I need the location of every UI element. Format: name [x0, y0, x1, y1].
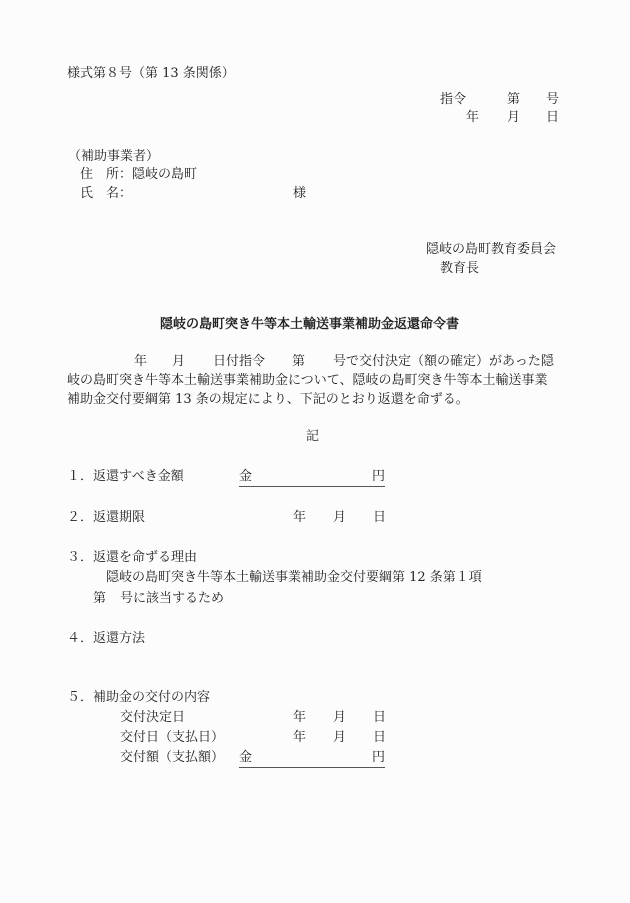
- item1-yen: 円: [371, 469, 385, 484]
- item5-row1-label: 交付決定日: [120, 710, 186, 725]
- item5-amount-field: [239, 749, 385, 768]
- recipient-honorific: 様: [293, 186, 307, 201]
- recipient-heading: （補助事業者）: [68, 149, 160, 164]
- item1-label: １．返還すべき金額: [67, 469, 184, 484]
- date-day: 日: [546, 110, 560, 125]
- item5-row3-label: 交付額（支払額）: [120, 750, 225, 765]
- order-shirei: 指令: [440, 92, 467, 107]
- item1-amount-field: [239, 468, 385, 487]
- item2-label: ２．返還期限: [67, 510, 146, 525]
- item5-row2-month: 月: [333, 730, 347, 745]
- item3-dai: 第: [93, 591, 107, 606]
- item1-kin: 金: [239, 469, 253, 484]
- item3-label: ３．返還を命ずる理由: [67, 550, 198, 565]
- item5-row1-month: 月: [333, 710, 347, 725]
- recipient-name-label: 氏 名：: [80, 186, 133, 201]
- order-go: 号: [546, 92, 560, 107]
- body-dai: 第: [292, 354, 306, 369]
- date-month: 月: [507, 110, 521, 125]
- body-line2: 岐の島町突き牛等本土輸送事業補助金について、隠岐の島町突き牛等本土輸送事業: [67, 373, 548, 388]
- form-number: 様式第８号（第 13 条関係）: [67, 66, 235, 81]
- item5-yen: 円: [371, 750, 385, 765]
- body-line3: 補助金交付要綱第 13 条の規定により、下記のとおり返還を命ずる。: [67, 392, 469, 407]
- address-label: 住 所：: [80, 167, 133, 182]
- date-year: 年: [466, 110, 480, 125]
- document-title: 隠岐の島町突き牛等本土輸送事業補助金返還命令書: [160, 317, 460, 332]
- item5-row1-day: 日: [373, 710, 387, 725]
- issuer-title: 教育長: [440, 261, 480, 276]
- item4-label: ４．返還方法: [67, 631, 146, 646]
- body-year: 年: [134, 354, 148, 369]
- item5-kin: 金: [239, 750, 253, 765]
- item5-row1-year: 年: [293, 710, 307, 725]
- body-day-ref: 日付指令: [213, 354, 266, 369]
- item5-row2-year: 年: [293, 730, 307, 745]
- order-dai: 第: [507, 92, 521, 107]
- item2-year: 年: [293, 510, 307, 525]
- item5-row2-label: 交付日（支払日）: [120, 730, 225, 745]
- recipient-address: [80, 166, 197, 184]
- item3-line2: 号に該当するため: [120, 591, 225, 606]
- address-value: 隠岐の島町: [132, 167, 198, 182]
- body-month: 月: [172, 354, 186, 369]
- item2-day: 日: [373, 510, 387, 525]
- item5-label: ５．補助金の交付の内容: [67, 690, 211, 705]
- item3-line1: 隠岐の島町突き牛等本土輸送事業補助金交付要綱第 12 条第１項: [106, 570, 482, 585]
- ki-heading: 記: [306, 429, 320, 444]
- body-line1-rest: 号で交付決定（額の確定）があった隠: [333, 354, 554, 369]
- issuer-organization: 隠岐の島町教育委員会: [426, 242, 557, 257]
- item2-month: 月: [333, 510, 347, 525]
- item5-row2-day: 日: [373, 730, 387, 745]
